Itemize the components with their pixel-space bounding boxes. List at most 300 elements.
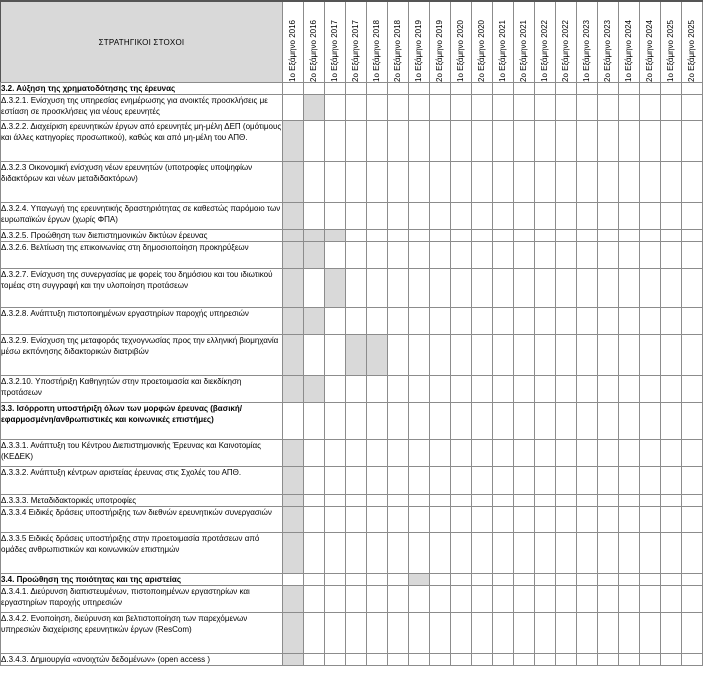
empty-cell[interactable] xyxy=(325,613,346,654)
empty-cell[interactable] xyxy=(304,654,325,666)
section-title[interactable]: 3.2. Αύξηση της χρηματοδότησης της έρευνας xyxy=(1,83,283,95)
empty-cell[interactable] xyxy=(619,121,640,162)
empty-cell[interactable] xyxy=(346,162,367,203)
empty-cell[interactable] xyxy=(556,533,577,574)
empty-cell[interactable] xyxy=(472,467,493,495)
empty-cell[interactable] xyxy=(598,203,619,230)
action-label[interactable]: Δ.3.2.5. Προώθηση των διεπιστημονικών δικτύων έρευνας xyxy=(1,230,283,242)
empty-cell[interactable] xyxy=(367,613,388,654)
empty-cell[interactable] xyxy=(325,242,346,269)
empty-cell[interactable] xyxy=(514,574,535,586)
empty-cell[interactable] xyxy=(493,467,514,495)
empty-cell[interactable] xyxy=(661,586,682,613)
empty-cell[interactable] xyxy=(598,162,619,203)
empty-cell[interactable] xyxy=(283,83,304,95)
empty-cell[interactable] xyxy=(682,335,703,376)
empty-cell[interactable] xyxy=(325,467,346,495)
empty-cell[interactable] xyxy=(598,440,619,467)
empty-cell[interactable] xyxy=(619,269,640,308)
empty-cell[interactable] xyxy=(325,83,346,95)
empty-cell[interactable] xyxy=(451,440,472,467)
empty-cell[interactable] xyxy=(430,533,451,574)
empty-cell[interactable] xyxy=(682,121,703,162)
empty-cell[interactable] xyxy=(430,308,451,335)
empty-cell[interactable] xyxy=(535,308,556,335)
scheduled-cell[interactable] xyxy=(283,203,304,230)
empty-cell[interactable] xyxy=(325,403,346,440)
empty-cell[interactable] xyxy=(661,403,682,440)
empty-cell[interactable] xyxy=(661,654,682,666)
empty-cell[interactable] xyxy=(325,203,346,230)
scheduled-cell[interactable] xyxy=(283,121,304,162)
empty-cell[interactable] xyxy=(325,495,346,507)
empty-cell[interactable] xyxy=(388,242,409,269)
empty-cell[interactable] xyxy=(577,613,598,654)
empty-cell[interactable] xyxy=(682,586,703,613)
empty-cell[interactable] xyxy=(619,335,640,376)
empty-cell[interactable] xyxy=(598,654,619,666)
empty-cell[interactable] xyxy=(472,95,493,121)
empty-cell[interactable] xyxy=(640,654,661,666)
action-label[interactable]: Δ.3.3.4 Ειδικές δράσεις υποστήριξης των διεθνών ερευνητικών συνεργασιών xyxy=(1,507,283,533)
empty-cell[interactable] xyxy=(346,95,367,121)
empty-cell[interactable] xyxy=(430,440,451,467)
empty-cell[interactable] xyxy=(472,269,493,308)
empty-cell[interactable] xyxy=(472,613,493,654)
empty-cell[interactable] xyxy=(430,162,451,203)
empty-cell[interactable] xyxy=(493,654,514,666)
empty-cell[interactable] xyxy=(514,440,535,467)
scheduled-cell[interactable] xyxy=(283,242,304,269)
semester-header[interactable] xyxy=(388,1,409,83)
empty-cell[interactable] xyxy=(451,162,472,203)
empty-cell[interactable] xyxy=(514,335,535,376)
empty-cell[interactable] xyxy=(640,507,661,533)
empty-cell[interactable] xyxy=(577,203,598,230)
empty-cell[interactable] xyxy=(619,203,640,230)
empty-cell[interactable] xyxy=(388,533,409,574)
empty-cell[interactable] xyxy=(682,495,703,507)
semester-header[interactable] xyxy=(451,1,472,83)
empty-cell[interactable] xyxy=(598,403,619,440)
empty-cell[interactable] xyxy=(451,495,472,507)
empty-cell[interactable] xyxy=(598,121,619,162)
empty-cell[interactable] xyxy=(472,403,493,440)
empty-cell[interactable] xyxy=(514,242,535,269)
empty-cell[interactable] xyxy=(367,403,388,440)
empty-cell[interactable] xyxy=(640,495,661,507)
empty-cell[interactable] xyxy=(430,95,451,121)
empty-cell[interactable] xyxy=(661,533,682,574)
empty-cell[interactable] xyxy=(493,230,514,242)
empty-cell[interactable] xyxy=(577,308,598,335)
action-label[interactable]: Δ.3.4.1. Διεύρυνση διαπιστευμένων, πιστοποιημένων εργαστηρίων και εργαστηρίων παροχής υπηρεσιών xyxy=(1,586,283,613)
empty-cell[interactable] xyxy=(514,230,535,242)
empty-cell[interactable] xyxy=(514,467,535,495)
empty-cell[interactable] xyxy=(535,203,556,230)
semester-header[interactable] xyxy=(409,1,430,83)
empty-cell[interactable] xyxy=(388,654,409,666)
empty-cell[interactable] xyxy=(325,308,346,335)
scheduled-cell[interactable] xyxy=(325,230,346,242)
empty-cell[interactable] xyxy=(388,586,409,613)
empty-cell[interactable] xyxy=(577,440,598,467)
empty-cell[interactable] xyxy=(535,162,556,203)
empty-cell[interactable] xyxy=(619,654,640,666)
empty-cell[interactable] xyxy=(493,613,514,654)
empty-cell[interactable] xyxy=(514,533,535,574)
empty-cell[interactable] xyxy=(598,242,619,269)
empty-cell[interactable] xyxy=(451,533,472,574)
empty-cell[interactable] xyxy=(388,403,409,440)
empty-cell[interactable] xyxy=(682,376,703,403)
empty-cell[interactable] xyxy=(556,403,577,440)
empty-cell[interactable] xyxy=(682,654,703,666)
action-label[interactable]: Δ.3.2.8. Ανάπτυξη πιστοποιημένων εργαστηρίων παροχής υπηρεσιών xyxy=(1,308,283,335)
scheduled-cell[interactable] xyxy=(409,574,430,586)
empty-cell[interactable] xyxy=(535,121,556,162)
empty-cell[interactable] xyxy=(346,203,367,230)
empty-cell[interactable] xyxy=(535,376,556,403)
empty-cell[interactable] xyxy=(682,403,703,440)
action-label[interactable]: Δ.3.2.9. Ενίσχυση της μεταφοράς τεχνογνωσίας προς την ελληνική βιομηχανία μέσω εκπόνησης διδακτορικών διατριβών xyxy=(1,335,283,376)
empty-cell[interactable] xyxy=(535,403,556,440)
empty-cell[interactable] xyxy=(619,403,640,440)
empty-cell[interactable] xyxy=(388,83,409,95)
empty-cell[interactable] xyxy=(367,376,388,403)
semester-header[interactable] xyxy=(493,1,514,83)
empty-cell[interactable] xyxy=(451,376,472,403)
empty-cell[interactable] xyxy=(388,95,409,121)
empty-cell[interactable] xyxy=(619,83,640,95)
empty-cell[interactable] xyxy=(304,533,325,574)
empty-cell[interactable] xyxy=(682,507,703,533)
empty-cell[interactable] xyxy=(430,574,451,586)
empty-cell[interactable] xyxy=(598,230,619,242)
empty-cell[interactable] xyxy=(451,507,472,533)
empty-cell[interactable] xyxy=(640,162,661,203)
empty-cell[interactable] xyxy=(640,613,661,654)
empty-cell[interactable] xyxy=(514,495,535,507)
empty-cell[interactable] xyxy=(493,95,514,121)
scheduled-cell[interactable] xyxy=(304,308,325,335)
empty-cell[interactable] xyxy=(346,230,367,242)
empty-cell[interactable] xyxy=(556,230,577,242)
empty-cell[interactable] xyxy=(535,533,556,574)
empty-cell[interactable] xyxy=(451,203,472,230)
empty-cell[interactable] xyxy=(577,467,598,495)
empty-cell[interactable] xyxy=(514,376,535,403)
empty-cell[interactable] xyxy=(367,95,388,121)
empty-cell[interactable] xyxy=(682,269,703,308)
empty-cell[interactable] xyxy=(640,533,661,574)
empty-cell[interactable] xyxy=(598,574,619,586)
empty-cell[interactable] xyxy=(619,162,640,203)
empty-cell[interactable] xyxy=(556,162,577,203)
scheduled-cell[interactable] xyxy=(283,507,304,533)
empty-cell[interactable] xyxy=(346,613,367,654)
scheduled-cell[interactable] xyxy=(283,162,304,203)
empty-cell[interactable] xyxy=(661,376,682,403)
empty-cell[interactable] xyxy=(346,403,367,440)
action-label[interactable]: Δ.3.2.4. Υπαγωγή της ερευνητικής δραστηριότητας σε καθεστώς παρόμοιο των ευρωπαϊκών έργων (χωρίς ΦΠΑ) xyxy=(1,203,283,230)
empty-cell[interactable] xyxy=(535,495,556,507)
scheduled-cell[interactable] xyxy=(283,269,304,308)
semester-header[interactable] xyxy=(661,1,682,83)
empty-cell[interactable] xyxy=(598,586,619,613)
empty-cell[interactable] xyxy=(430,467,451,495)
empty-cell[interactable] xyxy=(430,203,451,230)
scheduled-cell[interactable] xyxy=(283,495,304,507)
scheduled-cell[interactable] xyxy=(283,467,304,495)
empty-cell[interactable] xyxy=(577,533,598,574)
empty-cell[interactable] xyxy=(682,613,703,654)
empty-cell[interactable] xyxy=(661,440,682,467)
empty-cell[interactable] xyxy=(409,533,430,574)
empty-cell[interactable] xyxy=(430,335,451,376)
empty-cell[interactable] xyxy=(430,83,451,95)
empty-cell[interactable] xyxy=(304,440,325,467)
empty-cell[interactable] xyxy=(367,440,388,467)
scheduled-cell[interactable] xyxy=(283,613,304,654)
section-title[interactable]: 3.3. Ισόρροπη υποστήριξη όλων των μορφών έρευνας (βασική/εφαρμοσμένη/ανθρωπιστικές και κοινωνικές επιστήμες) xyxy=(1,403,283,440)
empty-cell[interactable] xyxy=(304,162,325,203)
empty-cell[interactable] xyxy=(535,586,556,613)
empty-cell[interactable] xyxy=(388,308,409,335)
empty-cell[interactable] xyxy=(640,403,661,440)
empty-cell[interactable] xyxy=(514,121,535,162)
scheduled-cell[interactable] xyxy=(304,376,325,403)
empty-cell[interactable] xyxy=(556,83,577,95)
empty-cell[interactable] xyxy=(493,440,514,467)
empty-cell[interactable] xyxy=(535,269,556,308)
empty-cell[interactable] xyxy=(451,308,472,335)
empty-cell[interactable] xyxy=(472,308,493,335)
empty-cell[interactable] xyxy=(472,203,493,230)
empty-cell[interactable] xyxy=(430,242,451,269)
empty-cell[interactable] xyxy=(388,335,409,376)
semester-header[interactable] xyxy=(577,1,598,83)
empty-cell[interactable] xyxy=(346,269,367,308)
empty-cell[interactable] xyxy=(640,83,661,95)
scheduled-cell[interactable] xyxy=(283,335,304,376)
empty-cell[interactable] xyxy=(472,162,493,203)
empty-cell[interactable] xyxy=(556,203,577,230)
empty-cell[interactable] xyxy=(661,121,682,162)
empty-cell[interactable] xyxy=(619,95,640,121)
scheduled-cell[interactable] xyxy=(283,230,304,242)
empty-cell[interactable] xyxy=(367,242,388,269)
empty-cell[interactable] xyxy=(661,83,682,95)
empty-cell[interactable] xyxy=(388,495,409,507)
empty-cell[interactable] xyxy=(577,269,598,308)
empty-cell[interactable] xyxy=(661,574,682,586)
empty-cell[interactable] xyxy=(451,654,472,666)
empty-cell[interactable] xyxy=(346,533,367,574)
empty-cell[interactable] xyxy=(430,654,451,666)
empty-cell[interactable] xyxy=(619,440,640,467)
semester-header[interactable] xyxy=(514,1,535,83)
empty-cell[interactable] xyxy=(493,121,514,162)
empty-cell[interactable] xyxy=(577,507,598,533)
action-label[interactable]: Δ.3.2.2. Διαχείριση ερευνητικών έργων από ερευνητές μη-μέλη ΔΕΠ (ομότιμους και άλλες κατηγορίες προσωπικού), καθώς και από μη-μέλη του ΑΠΘ. xyxy=(1,121,283,162)
empty-cell[interactable] xyxy=(514,95,535,121)
empty-cell[interactable] xyxy=(556,121,577,162)
empty-cell[interactable] xyxy=(514,269,535,308)
empty-cell[interactable] xyxy=(682,230,703,242)
empty-cell[interactable] xyxy=(556,242,577,269)
empty-cell[interactable] xyxy=(409,269,430,308)
empty-cell[interactable] xyxy=(577,495,598,507)
empty-cell[interactable] xyxy=(619,507,640,533)
empty-cell[interactable] xyxy=(388,162,409,203)
empty-cell[interactable] xyxy=(577,83,598,95)
empty-cell[interactable] xyxy=(451,95,472,121)
empty-cell[interactable] xyxy=(388,440,409,467)
empty-cell[interactable] xyxy=(472,507,493,533)
empty-cell[interactable] xyxy=(367,162,388,203)
scheduled-cell[interactable] xyxy=(283,586,304,613)
empty-cell[interactable] xyxy=(493,203,514,230)
semester-header[interactable] xyxy=(367,1,388,83)
empty-cell[interactable] xyxy=(346,586,367,613)
empty-cell[interactable] xyxy=(640,586,661,613)
action-label[interactable]: Δ.3.2.7. Ενίσχυση της συνεργασίας με φορείς του δημόσιου και του ιδιωτικού τομέας στη συγγραφή και την υλοποίηση προτάσεων xyxy=(1,269,283,308)
empty-cell[interactable] xyxy=(472,230,493,242)
empty-cell[interactable] xyxy=(682,83,703,95)
semester-header[interactable] xyxy=(535,1,556,83)
action-label[interactable]: Δ.3.2.6. Βελτίωση της επικοινωνίας στη δημοσιοποίηση προκηρύξεων xyxy=(1,242,283,269)
empty-cell[interactable] xyxy=(556,467,577,495)
empty-cell[interactable] xyxy=(577,162,598,203)
empty-cell[interactable] xyxy=(304,495,325,507)
empty-cell[interactable] xyxy=(388,230,409,242)
empty-cell[interactable] xyxy=(388,376,409,403)
empty-cell[interactable] xyxy=(388,613,409,654)
empty-cell[interactable] xyxy=(388,507,409,533)
empty-cell[interactable] xyxy=(661,230,682,242)
empty-cell[interactable] xyxy=(514,403,535,440)
empty-cell[interactable] xyxy=(430,121,451,162)
empty-cell[interactable] xyxy=(304,203,325,230)
action-label[interactable]: Δ.3.3.3. Μεταδιδακτορικές υποτροφίες xyxy=(1,495,283,507)
empty-cell[interactable] xyxy=(430,403,451,440)
empty-cell[interactable] xyxy=(598,467,619,495)
scheduled-cell[interactable] xyxy=(304,242,325,269)
empty-cell[interactable] xyxy=(304,467,325,495)
empty-cell[interactable] xyxy=(304,574,325,586)
empty-cell[interactable] xyxy=(514,83,535,95)
empty-cell[interactable] xyxy=(430,586,451,613)
empty-cell[interactable] xyxy=(640,440,661,467)
scheduled-cell[interactable] xyxy=(304,95,325,121)
empty-cell[interactable] xyxy=(325,121,346,162)
empty-cell[interactable] xyxy=(514,613,535,654)
empty-cell[interactable] xyxy=(451,403,472,440)
empty-cell[interactable] xyxy=(640,335,661,376)
empty-cell[interactable] xyxy=(493,507,514,533)
empty-cell[interactable] xyxy=(451,574,472,586)
empty-cell[interactable] xyxy=(430,613,451,654)
empty-cell[interactable] xyxy=(556,654,577,666)
empty-cell[interactable] xyxy=(367,507,388,533)
scheduled-cell[interactable] xyxy=(283,376,304,403)
empty-cell[interactable] xyxy=(409,83,430,95)
empty-cell[interactable] xyxy=(577,574,598,586)
empty-cell[interactable] xyxy=(682,95,703,121)
empty-cell[interactable] xyxy=(556,495,577,507)
empty-cell[interactable] xyxy=(367,308,388,335)
empty-cell[interactable] xyxy=(619,467,640,495)
empty-cell[interactable] xyxy=(451,613,472,654)
empty-cell[interactable] xyxy=(661,269,682,308)
empty-cell[interactable] xyxy=(598,495,619,507)
empty-cell[interactable] xyxy=(661,95,682,121)
empty-cell[interactable] xyxy=(640,467,661,495)
empty-cell[interactable] xyxy=(535,95,556,121)
empty-cell[interactable] xyxy=(346,495,367,507)
empty-cell[interactable] xyxy=(640,95,661,121)
empty-cell[interactable] xyxy=(682,440,703,467)
empty-cell[interactable] xyxy=(346,83,367,95)
empty-cell[interactable] xyxy=(577,654,598,666)
section-title[interactable]: 3.4. Προώθηση της ποιότητας και της αριστείας xyxy=(1,574,283,586)
empty-cell[interactable] xyxy=(556,507,577,533)
action-label[interactable]: Δ.3.2.1. Ενίσχυση της υπηρεσίας ενημέρωσης για ανοικτές προσκλήσεις με εστίαση σε προσκλήσεις για νέους ερευνητές xyxy=(1,95,283,121)
scheduled-cell[interactable] xyxy=(283,654,304,666)
semester-header[interactable] xyxy=(430,1,451,83)
empty-cell[interactable] xyxy=(346,440,367,467)
empty-cell[interactable] xyxy=(367,121,388,162)
empty-cell[interactable] xyxy=(640,242,661,269)
empty-cell[interactable] xyxy=(577,230,598,242)
empty-cell[interactable] xyxy=(577,95,598,121)
empty-cell[interactable] xyxy=(661,203,682,230)
scheduled-cell[interactable] xyxy=(304,230,325,242)
empty-cell[interactable] xyxy=(535,574,556,586)
empty-cell[interactable] xyxy=(451,335,472,376)
empty-cell[interactable] xyxy=(388,467,409,495)
empty-cell[interactable] xyxy=(325,162,346,203)
empty-cell[interactable] xyxy=(346,654,367,666)
empty-cell[interactable] xyxy=(577,403,598,440)
empty-cell[interactable] xyxy=(367,269,388,308)
empty-cell[interactable] xyxy=(409,467,430,495)
empty-cell[interactable] xyxy=(409,376,430,403)
empty-cell[interactable] xyxy=(367,83,388,95)
empty-cell[interactable] xyxy=(556,308,577,335)
empty-cell[interactable] xyxy=(682,308,703,335)
empty-cell[interactable] xyxy=(304,507,325,533)
empty-cell[interactable] xyxy=(640,376,661,403)
semester-header[interactable] xyxy=(640,1,661,83)
empty-cell[interactable] xyxy=(346,376,367,403)
empty-cell[interactable] xyxy=(598,95,619,121)
empty-cell[interactable] xyxy=(619,586,640,613)
empty-cell[interactable] xyxy=(682,467,703,495)
semester-header[interactable] xyxy=(325,1,346,83)
empty-cell[interactable] xyxy=(325,654,346,666)
action-label[interactable]: Δ.3.3.2. Ανάπτυξη κέντρων αριστείας έρευνας στις Σχολές του ΑΠΘ. xyxy=(1,467,283,495)
empty-cell[interactable] xyxy=(346,574,367,586)
empty-cell[interactable] xyxy=(514,507,535,533)
empty-cell[interactable] xyxy=(283,95,304,121)
empty-cell[interactable] xyxy=(367,586,388,613)
action-label[interactable]: Δ.3.4.2. Ενοποίηση, διεύρυνση και βελτιστοποίηση των παρεχόμενων υπηρεσιών διαχείρισης ερευνητικών έργων (ResCom) xyxy=(1,613,283,654)
empty-cell[interactable] xyxy=(451,230,472,242)
empty-cell[interactable] xyxy=(682,203,703,230)
empty-cell[interactable] xyxy=(367,467,388,495)
